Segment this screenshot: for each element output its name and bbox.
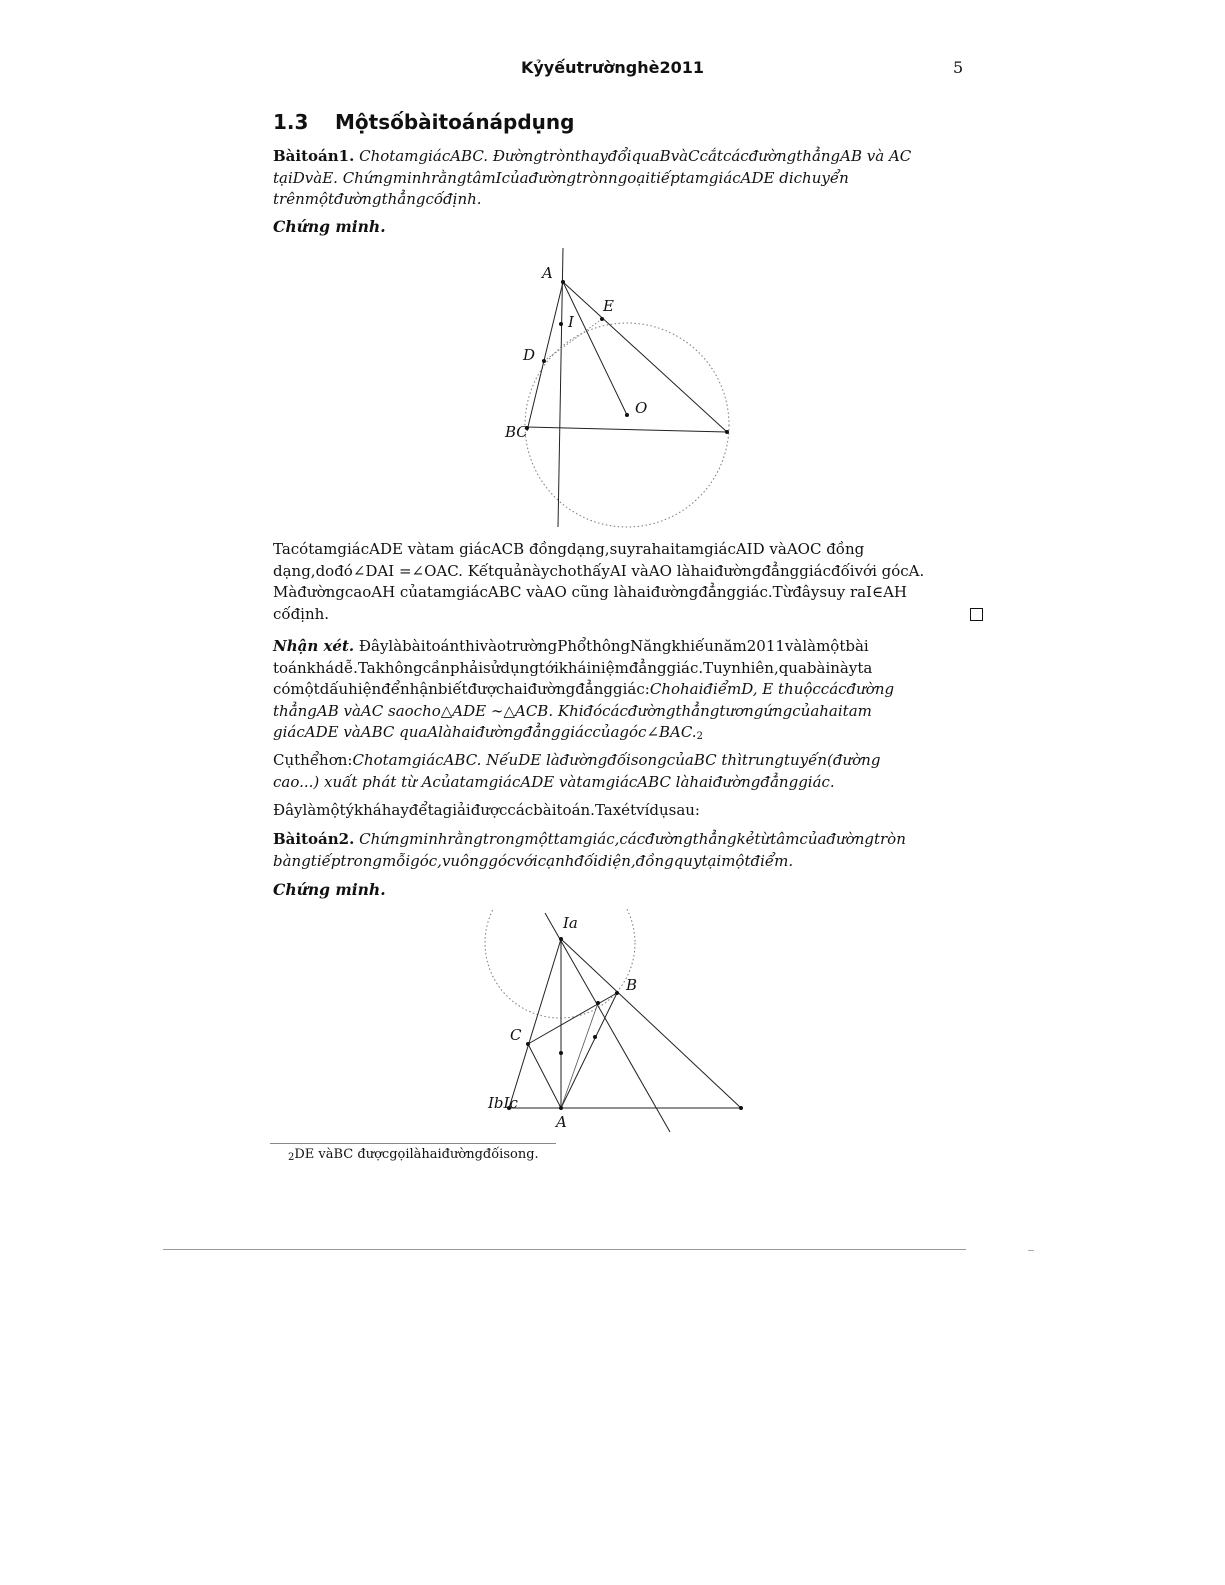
label-i: I <box>568 313 574 331</box>
line-ah <box>558 248 563 527</box>
line-ia-ib <box>509 939 561 1108</box>
section-number: 1.3 <box>273 110 309 134</box>
problem-2-label: Bàitoán2. <box>273 830 355 848</box>
segment-ba <box>561 993 617 1108</box>
segment-mid <box>561 1003 598 1108</box>
footnote-text: DE vàBC đượcgọilàhaiđườngđốisong. <box>294 1147 539 1162</box>
problem-1-label: Bàitoán1. <box>273 147 355 165</box>
label-a: A <box>542 264 553 282</box>
segment-bc <box>527 427 727 432</box>
label-ia: Ia <box>563 914 578 932</box>
segment-ao <box>563 282 627 415</box>
section-heading <box>273 110 574 134</box>
point-c2 <box>526 1042 530 1046</box>
qed-symbol <box>970 608 983 621</box>
problem-1-statement: ChotamgiácABC. ĐườngtrònthayđổiquaBvàCcắtcácđườngthẳngAB và AC tạiDvàE. ChứngminhrằngtâmIcủađườngtrònngoạitiếptamgiácADE dichuyển trênmộtđườngthẳngcốđịnh. <box>273 147 912 208</box>
point-ia <box>559 937 563 941</box>
specific-lead: Cụthểhơn: <box>273 751 353 769</box>
segment-ca <box>528 1044 561 1108</box>
footnote-number: 2 <box>288 1152 295 1163</box>
point-b2 <box>615 991 619 995</box>
label-b: B <box>626 976 638 994</box>
running-title: Kỷyếutrườnghè2011 <box>520 58 705 77</box>
problem-2 <box>273 829 925 872</box>
label-ibic: IbIc <box>488 1094 518 1112</box>
specific-text: ChotamgiácABC. NếuDE làđườngđốisongcủaBC thìtrungtuyến(đường cao...) xuất phát từ AcủatamgiácADE vàtamgiácABC làhaiđườngđẳnggiác. <box>273 751 881 791</box>
point-h <box>559 1051 563 1055</box>
label-bc: BC <box>505 423 528 441</box>
label-a: A <box>556 1113 567 1131</box>
segment-cb <box>528 993 617 1044</box>
label-o: O <box>635 399 648 417</box>
point-d <box>542 359 546 363</box>
remark <box>273 636 925 746</box>
footnote-mark: 2 <box>696 731 703 742</box>
point-n <box>593 1035 597 1039</box>
problem-1 <box>273 146 925 211</box>
proof-label-2: Chứng minh. <box>273 880 386 899</box>
label-d: D <box>523 346 536 364</box>
point-i <box>559 322 563 326</box>
remark-label: Nhận xét. <box>273 637 355 655</box>
remark-text: ĐâylàbàitoánthivàotrườngPhổthôngNăngkhiếunăm2011vàlàmộtbài toánkhádễ.Takhôngcầnphảisửdụngtớikháiniệmđẳnggiác.Tuynhiên,quabàinàyta cómộtdấuhiệnđểnhậnbiếtđượchaiđườngđẳnggiác: <box>273 637 873 698</box>
point-m <box>596 1001 600 1005</box>
page-bottom-rule <box>163 1249 966 1250</box>
examples-intro: Đâylàmộtýkháhayđểtagiảiđượccácbàitoán.Taxétvídụsau: <box>273 801 700 819</box>
specific-note <box>273 750 925 793</box>
point-ic <box>739 1106 743 1110</box>
point-e <box>600 317 604 321</box>
page-edge-mark <box>1028 1250 1034 1251</box>
point-a <box>561 280 565 284</box>
figure-2-diagram <box>480 908 760 1136</box>
figure-1-diagram <box>490 245 740 530</box>
line-ia-far <box>561 939 741 1108</box>
footnote-rule <box>270 1143 556 1144</box>
label-e: E <box>603 297 614 315</box>
point-c <box>725 430 729 434</box>
point-a2 <box>559 1106 563 1110</box>
circumcircle-bcde <box>525 323 729 527</box>
label-c: C <box>510 1026 522 1044</box>
section-title: Mộtsốbàitoánápdụng <box>335 110 575 134</box>
remark-criterion: ChohaiđiểmD, E thuộccácđường thẳngAB vàAC saocho△ADE ∼△ACB. Khiđócácđườngthẳngtươngứngcủahaitam giácADE vàABC quaAlàhaiđườngđẳnggiáccủagóc∠BAC. <box>273 680 895 741</box>
point-o <box>625 413 629 417</box>
problem-2-statement: Chứngminhrằngtrongmộttamgiác,cácđườngthẳngkẻtừtâmcủađườngtròn bàngtiếptrongmỗigóc,vuônggócvớicạnhđốidiện,đồngquytạimộtđiểm. <box>273 830 906 870</box>
page-number: 5 <box>953 58 964 77</box>
footnote <box>288 1147 539 1162</box>
proof-1-text: TacótamgiácADE vàtam giácACB đồngdạng,suyrahaitamgiácAID vàAOC đồng dạng,dođó∠DAI =∠OAC. KếtquảnàychothấyAI vàAO làhaiđườngđẳnggiácđốivới gócA. MàđườngcaoAH củatamgiácABC vàAO cũng làhaiđườngđẳnggiác.Từđâysuy raI∈AH cốđịnh. <box>273 540 925 623</box>
proof-label-1: Chứng minh. <box>273 217 386 236</box>
